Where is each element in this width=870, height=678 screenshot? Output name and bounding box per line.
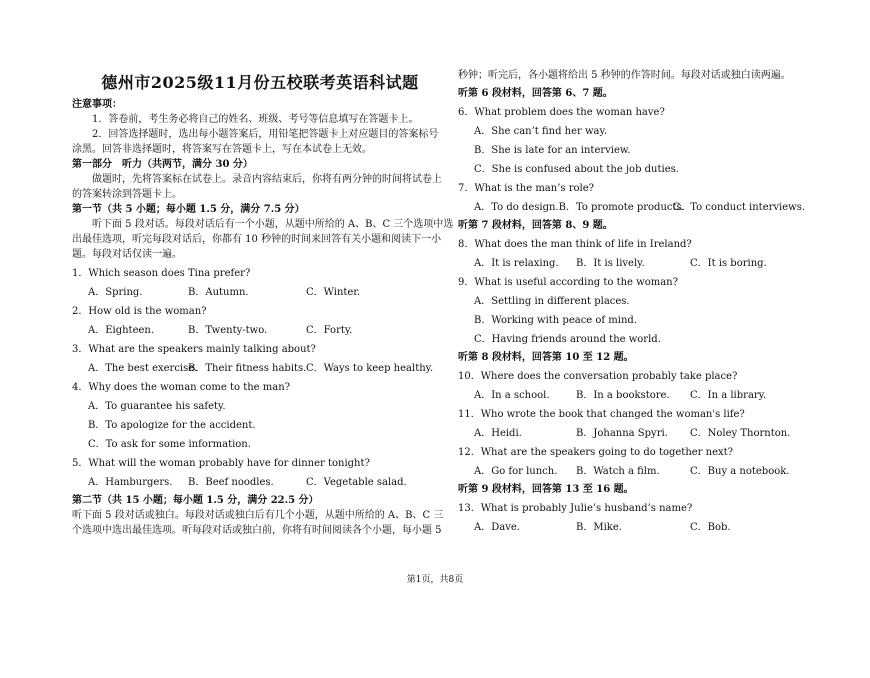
question-number: 6． [458, 107, 475, 118]
question-number: 12． [458, 447, 481, 458]
question-9-option-b: B．Working with peace of mind. [474, 315, 638, 326]
option-b: B．Watch a film. [576, 466, 660, 477]
option-b: B．In a bookstore. [576, 390, 670, 401]
question-8 [458, 237, 798, 252]
question-text: What are the speakers mainly talking about? [88, 344, 316, 355]
page-title: 德州市2025级11月份五校联考英语科试题 [101, 73, 419, 92]
option-c: C．In a library. [690, 390, 767, 401]
section2-instruction-3: 秒钟；听完后，各小题将给出 5 秒钟的作答时间。每段对话或独白读两遍。 [458, 70, 791, 81]
option-c: C．Vegetable salad. [306, 477, 407, 488]
question-8-options [458, 256, 798, 271]
option-b: B．Twenty-two. [188, 325, 268, 336]
section1-heading: 第一节（共 5 小题；每小题 1.5 分，满分 7.5 分） [72, 204, 305, 215]
question-number: 3． [72, 344, 89, 355]
question-text: What is useful according to the woman? [474, 277, 678, 288]
section2-heading: 第二节（共 15 小题；每小题 1.5 分，满分 22.5 分） [72, 495, 319, 506]
question-number: 8． [458, 239, 475, 250]
material-7-heading: 听第 7 段材料，回答第 8、9 题。 [458, 220, 613, 231]
question-7-options [458, 200, 806, 215]
part1-heading: 第一部分 听力（共两节，满分 30 分） [72, 159, 253, 170]
question-number: 2． [72, 306, 89, 317]
question-text: What will the woman probably have for dinner tonight? [88, 458, 370, 469]
option-a: A．It is relaxing. [474, 258, 559, 269]
question-6-option-c: C．She is confused about the job duties. [474, 164, 679, 175]
option-a: A．To do design. [474, 202, 559, 213]
option-b: B．To promote products. [558, 202, 685, 213]
question-text: How old is the woman? [88, 306, 207, 317]
section1-instruction-2: 出最佳选项，听完每段对话后，你都有 10 秒钟的时间来回答有关小题和阅读下一小 [72, 234, 442, 245]
right-column [458, 68, 806, 535]
question-text: Which season does Tina prefer? [88, 268, 251, 279]
question-number: 1． [72, 268, 89, 279]
option-a: A．Eighteen. [88, 325, 155, 336]
question-4-option-a: A．To guarantee his safety. [88, 401, 226, 412]
question-number: 9． [458, 277, 475, 288]
section2-instruction-1: 听下面 5 段对话或独白。每段对话或独白后有几个小题，从题中所给的 A、B、C 三 [72, 510, 444, 521]
option-b: B．Johanna Spyri. [576, 428, 668, 439]
material-9-heading: 听第 9 段材料，回答第 13 至 16 题。 [458, 484, 634, 495]
notice-item-2-cont: 涂黑。回答非选择题时，将答案写在答题卡上，写在本试卷上无效。 [72, 144, 372, 155]
question-10 [458, 369, 798, 384]
question-3-options [72, 361, 448, 376]
option-c: C．Noley Thornton. [690, 428, 791, 439]
question-7 [458, 181, 798, 196]
question-11-options [458, 426, 798, 441]
material-6-heading: 听第 6 段材料，回答第 6、7 题。 [458, 88, 613, 99]
option-c: C．It is boring. [690, 258, 767, 269]
question-text: What is the man’s role? [474, 183, 594, 194]
question-6-option-a: A．She can’t find her way. [474, 126, 608, 137]
question-text: Who wrote the book that changed the woman's life? [480, 409, 745, 420]
question-11 [458, 407, 798, 422]
notice-heading: 注意事项： [72, 99, 122, 110]
option-c: C．Ways to keep healthy. [306, 363, 434, 374]
notice-item-1: 1．答卷前，考生务必将自己的姓名、班级、考号等信息填写在答题卡上。 [92, 114, 419, 125]
option-c: C．Buy a notebook. [690, 466, 790, 477]
question-number: 7． [458, 183, 475, 194]
question-3 [72, 342, 448, 357]
option-b: B．Mike. [576, 522, 622, 533]
option-c: C．Forty. [306, 325, 353, 336]
left-column [72, 70, 454, 538]
question-2-options [72, 323, 448, 338]
question-1-options [72, 285, 448, 300]
question-12-options [458, 464, 798, 479]
question-text: What problem does the woman have? [474, 107, 665, 118]
question-6 [458, 105, 798, 120]
question-9-option-c: C．Having friends around the world. [474, 334, 661, 345]
question-1 [72, 266, 448, 281]
option-a: A．Dave. [474, 522, 520, 533]
question-text: What is probably Julie’s husband’s name? [480, 503, 693, 514]
question-2 [72, 304, 448, 319]
question-number: 13． [458, 503, 481, 514]
part1-intro-line-1: 做题时，先将答案标在试卷上。录音内容结束后，你将有两分钟的时间将试卷上 [92, 174, 442, 185]
option-a: A．Hamburgers. [88, 477, 173, 488]
option-a: A．Spring. [88, 287, 143, 298]
option-c: C．Bob. [690, 522, 731, 533]
section2-instruction-2: 个选项中选出最佳选项。听每段对话或独白前，你将有时间阅读各个小题，每小题 5 [72, 525, 442, 536]
part1-intro-line-2: 的答案转涂到答题卡上。 [72, 189, 182, 200]
option-a: A．Heidi. [474, 428, 522, 439]
page-number: 第1页，共8页 [406, 575, 464, 585]
option-b: B．Beef noodles. [188, 477, 274, 488]
question-4-option-b: B．To apologize for the accident. [88, 420, 256, 431]
question-9 [458, 275, 798, 290]
option-a: A．Go for lunch. [474, 466, 558, 477]
option-a: A．The best exercise. [88, 363, 198, 374]
question-5-options [72, 475, 448, 490]
question-12 [458, 445, 798, 460]
question-text: What does the man think of life in Ireland? [474, 239, 692, 250]
option-a: A．In a school. [474, 390, 550, 401]
section1-instruction-1: 听下面 5 段对话。每段对话后有一个小题，从题中所给的 A、B、C 三个选项中选 [92, 219, 454, 230]
option-b: B．It is lively. [576, 258, 645, 269]
notice-item-2: 2．回答选择题时，选出每小题答案后，用铅笔把答题卡上对应题目的答案标号 [92, 129, 439, 140]
question-number: 10． [458, 371, 481, 382]
question-text: Where does the conversation probably take place? [480, 371, 738, 382]
question-13-options [458, 520, 798, 535]
material-8-heading: 听第 8 段材料，回答第 10 至 12 题。 [458, 352, 634, 363]
question-5 [72, 456, 448, 471]
option-c: C．To conduct interviews. [672, 202, 806, 213]
question-text: What are the speakers going to do together next? [480, 447, 734, 458]
question-6-option-b: B．She is late for an interview. [474, 145, 631, 156]
question-4 [72, 380, 448, 395]
option-b: B．Autumn. [188, 287, 249, 298]
question-number: 4． [72, 382, 89, 393]
question-9-option-a: A．Settling in different places. [474, 296, 630, 307]
question-10-options [458, 388, 798, 403]
option-b: B．Their fitness habits. [188, 363, 307, 374]
option-c: C．Winter. [306, 287, 361, 298]
question-number: 11． [458, 409, 481, 420]
question-text: Why does the woman come to the man? [88, 382, 290, 393]
section1-instruction-3: 题。每段对话仅读一遍。 [72, 249, 182, 260]
question-4-option-c: C．To ask for some information. [88, 439, 251, 450]
question-number: 5． [72, 458, 89, 469]
question-13 [458, 501, 798, 516]
